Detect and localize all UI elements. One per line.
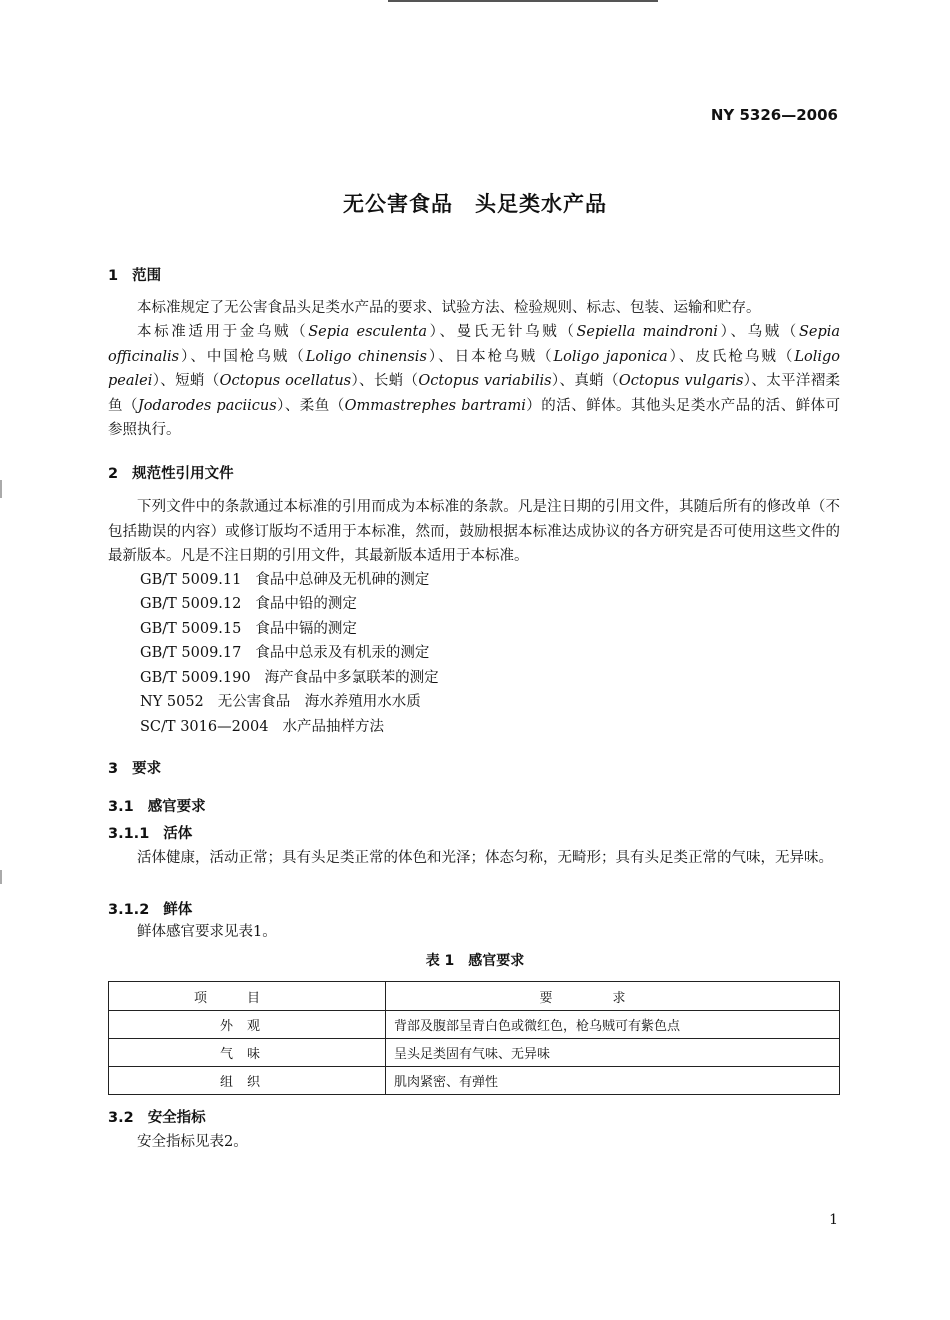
table-row [109, 1011, 840, 1039]
section-title: 鲜体 [163, 902, 193, 918]
species-name: Loligo chinensis [305, 348, 427, 365]
section-number: 3.2 [108, 1110, 134, 1126]
species-name: Loligo pealei [108, 348, 840, 389]
scan-edge-mark [0, 870, 2, 884]
section-title: 活体 [163, 826, 193, 842]
section-title: 安全指标 [147, 1110, 206, 1126]
species-name: Octopus vulgaris [618, 373, 744, 389]
table-row [109, 1067, 840, 1095]
item-cell: 组织 [109, 1067, 386, 1095]
species-name: Sepia esculenta [308, 324, 428, 340]
table-row [109, 1039, 840, 1067]
section-number: 3.1.2 [108, 902, 150, 918]
section-number: 3.1.1 [108, 826, 150, 842]
section-title: 要求 [132, 761, 162, 777]
references-intro: 下列文件中的条款通过本标准的引用而成为本标准的条款。凡是注日期的引用文件，其随后所有的修改单（不包括勘误的内容）或修订版均不适用于本标准，然而，鼓励根据本标准达成协议的各方研究是否可使用这些文件的最新版本。凡是不注日期的引用文件，其最新版本适用于本标准。 [108, 499, 840, 564]
fresh-body-text: 鲜体感官要求见表1。 [137, 924, 277, 940]
document-title: 无公害食品 头足类水产品 [343, 192, 607, 216]
item-cell: 气味 [109, 1039, 386, 1067]
reference-item: GB/T 5009.15 食品中镉的测定 [140, 621, 357, 637]
sensory-requirements-table [108, 981, 840, 1095]
section-number: 1 [108, 268, 119, 284]
section-number: 3 [108, 761, 119, 777]
table-header-row [109, 982, 840, 1011]
species-name: Sepiella maindroni [576, 324, 718, 340]
reference-item: SC/T 3016—2004 水产品抽样方法 [140, 719, 384, 735]
scan-edge-mark [0, 480, 2, 498]
species-name: Jodarodes paciicus [137, 397, 277, 414]
requirement-cell: 肌肉紧密、有弹性 [386, 1067, 840, 1095]
section-title: 规范性引用文件 [132, 466, 234, 482]
table-1-caption: 表 1 感官要求 [425, 953, 525, 969]
section-3-1-heading [108, 795, 206, 816]
section-1-heading [108, 264, 161, 285]
column-header-item: 项目 [109, 982, 386, 1011]
standard-number: NY 5326—2006 [710, 106, 838, 124]
section-2-heading [108, 462, 234, 483]
section-3-heading [108, 757, 161, 778]
top-rule [388, 0, 658, 2]
column-header-requirement: 要求 [386, 982, 840, 1011]
item-cell: 外观 [109, 1011, 386, 1039]
section-3-2-heading [108, 1106, 206, 1127]
scope-paragraph-1: 本标准规定了无公害食品头足类水产品的要求、试验方法、检验规则、标志、包装、运输和贮存。 [137, 300, 761, 316]
safety-indicators-text: 安全指标见表2。 [137, 1134, 248, 1150]
reference-item: GB/T 5009.12 食品中铅的测定 [140, 596, 357, 612]
reference-item: GB/T 5009.190 海产食品中多氯联苯的测定 [140, 670, 439, 686]
species-name: Ommastrephes bartrami [344, 397, 526, 414]
reference-item: GB/T 5009.17 食品中总汞及有机汞的测定 [140, 645, 430, 661]
species-name: Sepia officinalis [108, 324, 841, 365]
section-number: 2 [108, 466, 119, 482]
requirement-cell: 呈头足类固有气味、无异味 [386, 1039, 840, 1067]
section-title: 范围 [132, 268, 162, 284]
species-name: Loligo japonica [553, 348, 668, 365]
species-name: Octopus variabilis [418, 373, 552, 389]
live-body-text: 活体健康，活动正常；具有头足类正常的体色和光泽；体态匀称，无畸形；具有头足类正常的气味，无异味。 [137, 850, 833, 866]
section-number: 3.1 [108, 799, 134, 815]
reference-item: NY 5052 无公害食品 海水养殖用水水质 [140, 694, 421, 710]
page-number: 1 [829, 1212, 838, 1228]
requirement-cell: 背部及腹部呈青白色或微红色，枪乌贼可有紫色点 [386, 1011, 840, 1039]
species-name: Octopus ocellatus [219, 373, 352, 389]
scope-paragraph-2: 本标准适用于金乌贼（Sepia esculenta）、曼氏无针乌贼（Sepiella maindroni）、乌贼（Sepia officinalis）、中国枪乌贼（Loligo chinensis）、日本枪乌贼（Loligo japonica）、皮氏枪乌贼（Loligo pealei）、短蛸（Octopus ocellatus）、长蛸（Octopus variabilis）、真蛸（Octopus vulgaris）、太平洋褶柔鱼（Jodarodes paciicus）、柔鱼（Ommastrephes bartrami）的活、鲜体。其他头足类水产品的活、鲜体可参照执行。 [108, 324, 841, 438]
reference-item: GB/T 5009.11 食品中总砷及无机砷的测定 [140, 572, 430, 588]
section-3-1-2-heading [108, 898, 192, 919]
section-title: 感官要求 [147, 799, 206, 815]
section-3-1-1-heading [108, 822, 192, 843]
